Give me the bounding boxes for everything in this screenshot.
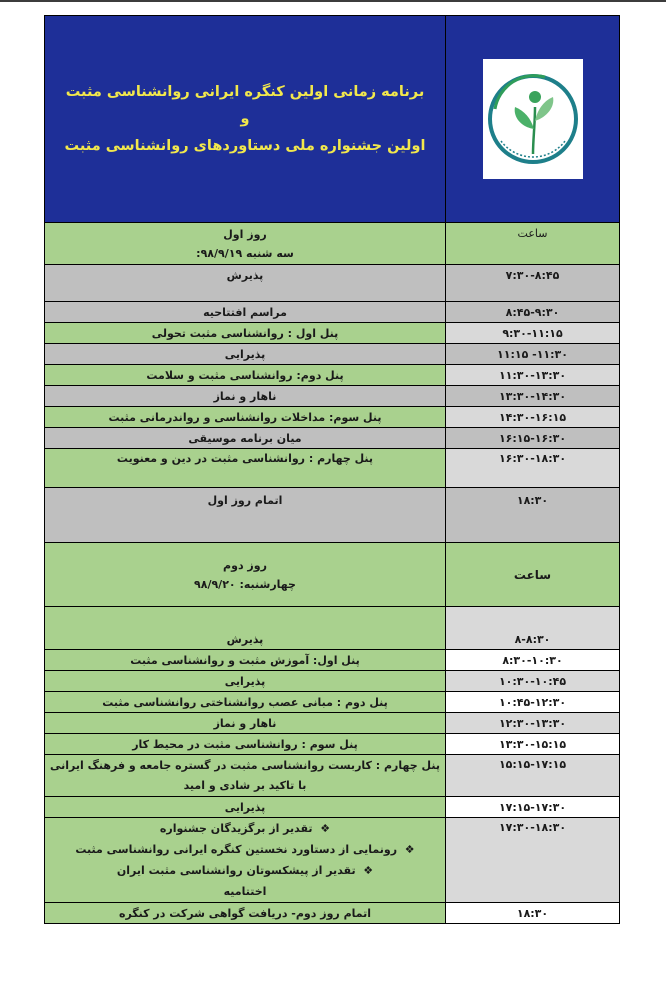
activity-cell: پذیرش [45, 265, 446, 302]
time-cell: ۱۸:۳۰ [446, 903, 620, 924]
table-row [45, 607, 620, 650]
activity-cell: اتمام روز اول [45, 488, 446, 543]
schedule-table [44, 15, 620, 924]
activity-cell: پذیرش [45, 607, 446, 650]
activity-cell [45, 755, 446, 797]
time-cell: ۸:۳۰-۱۰:۳۰ [446, 650, 620, 671]
table-row [45, 692, 620, 713]
time-cell: ۸-۸:۳۰ [446, 607, 620, 650]
day1-header-cell [45, 223, 446, 265]
diamond-bullet-icon: ❖ [363, 864, 374, 877]
activity-cell: پذیرایی [45, 797, 446, 818]
time-cell: ۱۲:۳۰-۱۳:۳۰ [446, 713, 620, 734]
activity-cell: پنل چهارم : روانشناسی مثبت در دین و معنویت [45, 449, 446, 488]
time-cell: ۱۱:۱۵ -۱۱:۳۰ [446, 344, 620, 365]
activity-cell: مراسم افتتاحیه [45, 302, 446, 323]
time-cell: ۱۰:۴۵-۱۲:۳۰ [446, 692, 620, 713]
time-cell: ۹:۳۰-۱۱:۱۵ [446, 323, 620, 344]
activity-cell: ناهار و نماز [45, 386, 446, 407]
table-row [45, 818, 620, 903]
time-cell: ۸:۴۵-۹:۳۰ [446, 302, 620, 323]
time-cell: ۱۰:۳۰-۱۰:۴۵ [446, 671, 620, 692]
table-row [45, 265, 620, 302]
table-row [45, 488, 620, 543]
table-row [45, 797, 620, 818]
table-row [45, 671, 620, 692]
table-row [45, 344, 620, 365]
table-row [45, 407, 620, 428]
time-cell: ۱۷:۳۰-۱۸:۳۰ [446, 818, 620, 903]
table-row [45, 323, 620, 344]
day2-header-row [45, 543, 620, 607]
diamond-bullet-icon: ❖ [320, 822, 331, 835]
header-row [45, 16, 620, 223]
activity-cell: پذیرایی [45, 671, 446, 692]
table-row [45, 449, 620, 488]
day1-title: روز اول [223, 227, 267, 241]
activity-cell: پنل سوم: مداخلات روانشناسی و رواندرمانی مثبت [45, 407, 446, 428]
time-cell: ۱۳:۳۰-۱۴:۳۰ [446, 386, 620, 407]
page-title [49, 79, 441, 160]
title-cell [45, 16, 446, 223]
activity-line-1: پنل چهارم : کاربست روانشناسی مثبت در گستره جامعه و فرهنگ ایرانی [50, 758, 440, 772]
time-cell: ۱۳:۳۰-۱۵:۱۵ [446, 734, 620, 755]
table-row [45, 755, 620, 797]
activity-cell: پذیرایی [45, 344, 446, 365]
time-cell: ۱۸:۳۰ [446, 488, 620, 543]
logo-cell [446, 16, 620, 223]
diamond-bullet-icon: ❖ [404, 843, 415, 856]
table-row [45, 650, 620, 671]
time-cell: ۱۱:۳۰-۱۳:۳۰ [446, 365, 620, 386]
activity-cell: اتمام روز دوم- دریافت گواهی شرکت در کنگره [45, 903, 446, 924]
time-cell: ۱۶:۳۰-۱۸:۳۰ [446, 449, 620, 488]
title-line-2: اولین جشنواره ملی دستاوردهای روانشناسی مثبت [64, 137, 426, 154]
day2-date: چهارشنبه: ۹۸/۹/۲۰ [194, 577, 296, 591]
bullet-item: ❖ تقدیر از برگزیدگان جشنواره [159, 822, 331, 835]
activity-cell: پنل دوم: روانشناسی مثبت و سلامت [45, 365, 446, 386]
table-row [45, 386, 620, 407]
day2-title: روز دوم [223, 558, 267, 572]
activity-cell: پنل اول : روانشناسی مثبت تحولی [45, 323, 446, 344]
time-cell: ۱۶:۱۵-۱۶:۳۰ [446, 428, 620, 449]
day1-date: سه شنبه ۹۸/۹/۱۹: [196, 246, 294, 260]
activity-cell: پنل دوم : مبانی عصب روانشناختی روانشناسی مثبت [45, 692, 446, 713]
bullet-item: ❖ تقدیر از پیشکسوتان روانشناسی مثبت ایران [116, 864, 374, 877]
table-row [45, 713, 620, 734]
table-row [45, 428, 620, 449]
time-cell: ۷:۳۰-۸:۴۵ [446, 265, 620, 302]
leaf-logo-icon [483, 59, 583, 179]
activity-cell: پنل سوم : روانشناسی مثبت در محیط کار [45, 734, 446, 755]
day2-time-header: ساعت [446, 543, 620, 607]
day1-time-header: ساعت [446, 223, 620, 265]
activity-cell: ناهار و نماز [45, 713, 446, 734]
activity-cell: پنل اول: آموزش مثبت و روانشناسی مثبت [45, 650, 446, 671]
title-line-1: برنامه زمانی اولین کنگره ایرانی روانشناسی مثبت و [65, 83, 425, 127]
table-row [45, 734, 620, 755]
activity-cell: میان برنامه موسیقی [45, 428, 446, 449]
time-cell: ۱۵:۱۵-۱۷:۱۵ [446, 755, 620, 797]
table-row [45, 302, 620, 323]
day1-header-row [45, 223, 620, 265]
closing-activities-cell [45, 818, 446, 903]
day2-header-cell [45, 543, 446, 607]
bullet-item: ❖ رونمایی از دستاورد نخستین کنگره ایرانی روانشناسی مثبت [75, 843, 415, 856]
table-row [45, 903, 620, 924]
activity-line-2: با تاکید بر شادی و امید [183, 778, 307, 792]
top-border-line [0, 0, 666, 2]
time-cell: ۱۴:۳۰-۱۶:۱۵ [446, 407, 620, 428]
table-row [45, 365, 620, 386]
time-cell: ۱۷:۱۵-۱۷:۳۰ [446, 797, 620, 818]
congress-logo [483, 59, 583, 179]
closing-ceremony: اختتامیه [223, 885, 267, 898]
